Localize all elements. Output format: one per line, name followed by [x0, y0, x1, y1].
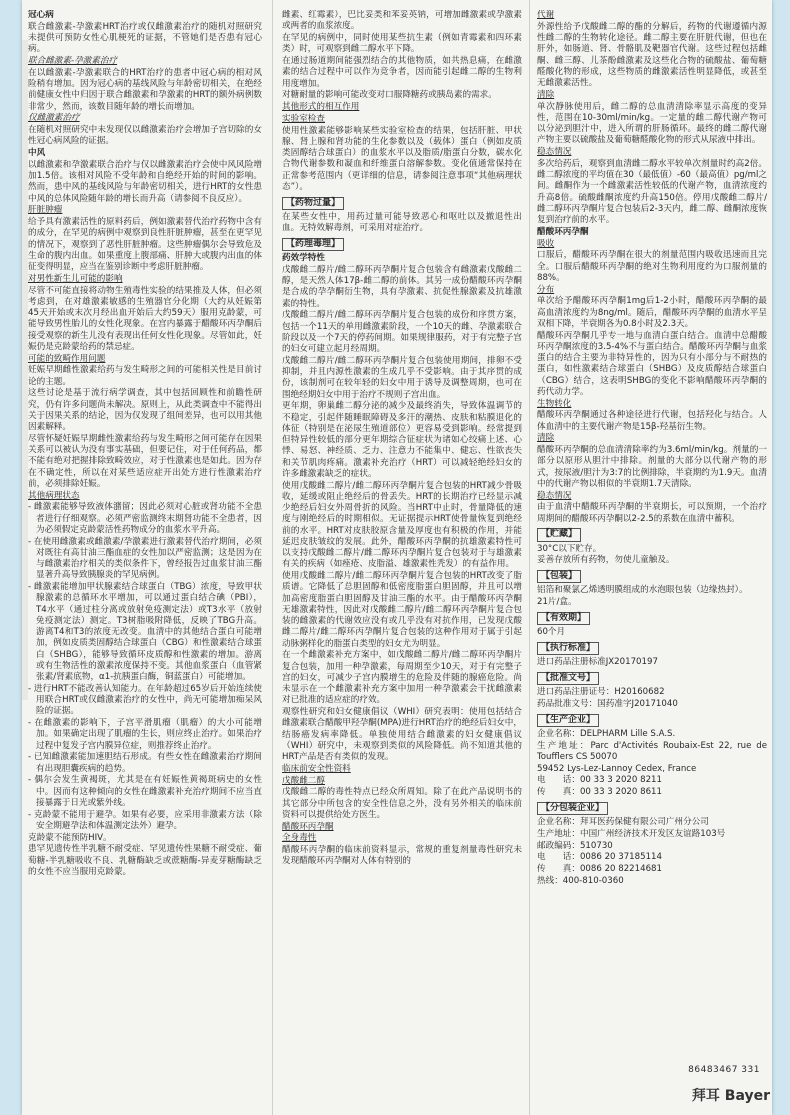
section-title: 【有效期】 [537, 612, 590, 625]
paragraph: 单次静脉使用后，雌二醇的总血清清除率显示高度的变异性，范围在10-30ml/min/kg。一定量的雌二醇代谢产物可以分泌到胆汁中，进入所谓的肝肠循环。最终的雌二醇代谢产物主要以硫酸盐及葡萄糖醛酸化物的形式从尿液中排出。 [537, 101, 767, 146]
list-item: - 雌激素能增加甲状腺素结合球蛋白（TBG）浓度，导致甲状腺激素的总循环水平增加，可以通过蛋白结合碘（PBI），T4水平（通过柱分离或放射免疫测定法）或T3水平（放射免疫测定法）测定。T3树脂吸附降低，反映了TBG升高。游离T4和T3的浓度无改变。血清中的其他结合蛋白可能增加，例如皮质类固醇结合球蛋白（CBG）和性激素结合球蛋白（SHBG），能够导致循环皮质醇和性激素的增加。游离或有生物活性的激素浓度保持不变。其他血浆蛋白（血管紧张素/肾素底物，α1-抗胰蛋白酶，铜蓝蛋白）可能增加。 [28, 582, 262, 682]
subsection-heading: 其他形式的相互作用 [282, 102, 360, 112]
paragraph: 电 话：0086 20 37185114 [537, 852, 662, 863]
subsection-heading: 可能的致畸作用问题 [28, 353, 106, 364]
section-heading: 醋酸环丙孕酮 [537, 226, 589, 237]
subsection-heading: 仅雌激素治疗 [28, 113, 80, 124]
package-insert-sheet [22, 0, 772, 1115]
subsection-heading: 分布 [537, 284, 555, 295]
paragraph: 更年期，卵巢雌二醇分泌的减少及最终消失，导致体温调节的不稳定，引起伴随睡眠障碍及多汗的潮热、皮肤和粘膜退化的体征（特别是在泌尿生殖道部位）更容易受到影响。经常提到但特异性较低的部分更年期综合征症状为诸如心绞痛上述、心悸、易怒、神经质、乏力、注意力不能集中、健忘、性欲丧失和关节肌肉疼痛。激素补充治疗（HRT）可以减轻绝经妇女的许多雌激素缺乏的症状。 [282, 401, 522, 479]
subsection-heading: 吸收 [537, 238, 555, 249]
paragraph: 这些讨论是基于流行病学调查，其中包括回顾性和前瞻性研究，仍有许多问题尚未解决。原则上，从此类调查中不能得出关于因果关系的结论，因为仅发现了组间差异，也可以用其他因素解释。 [28, 388, 262, 432]
section-heading: 药效学特性 [282, 253, 325, 263]
paragraph: 传 真：0086 20 82214681 [537, 864, 662, 874]
column-right [537, 10, 767, 1109]
paragraph: 传 真：00 33 3 2020 8611 [537, 787, 662, 797]
paragraph: 企业名称：拜耳医药保健有限公司广州分公司 [537, 817, 709, 827]
subsection-heading: 实验室检查 [282, 113, 325, 124]
section-title: 【包装】 [537, 570, 581, 583]
subsection-heading: 戊酸雌二醇 [282, 775, 325, 786]
paragraph: 尽管不可能直接将动物生殖毒性实验的结果推及人体，但必须考虑到，在对雄激素敏感的生殖器官分化期（大约从妊娠第45天开始或末次月经出血开始后大约59天）服用克龄蒙，可能导致男性胎儿的女性化现象。在宫内暴露于醋酸环丙孕酮后接受观察的新生儿没有表现出任何女性化现象。尽管如此，妊娠仍是克龄蒙给药的禁忌症。 [28, 285, 262, 352]
paragraph: 使用性激素能够影响某些实验室检查的结果，包括肝脏、甲状腺、肾上腺和肾功能的生化参数以及（载体）蛋白（例如皮质类固醇结合球蛋白）的血浆水平以及脂质/脂蛋白分数，碳水化合物代谢参数和凝血和纤维蛋白溶解参数。变化值通常保持在正常参考范围内（更详细的信息，请参阅注意事项“其他病理状态”）。 [282, 125, 522, 192]
section-heading: 冠心病 [28, 10, 54, 20]
paragraph: 妥善存放所有药物，勿使儿童触及。 [537, 555, 675, 566]
paragraph: 雌素、红霉素），巴比妥类和苯妥英钠，可增加雌激素或孕激素或两者的血浆浓度。 [282, 10, 522, 32]
paragraph: 多次给药后，观察到血清雌二醇水平较单次剂量时约高2倍。雌二醇浓度的平均值在30（最低值）-60（最高值）pg/ml之间。雌酮作为一个雌激素活性较低的代谢产物，血清浓度约升高8倍。硫酸雌酮浓度约升高150倍。停用戊酸雌二醇片/雌二醇环丙孕酮片复合包装后2-3天内，雌二醇、雌酮浓度恢复到治疗前的水平。 [537, 158, 767, 225]
paragraph: 60个月 [537, 627, 566, 637]
section-heading: 中风 [28, 148, 46, 158]
list-item: - 偶尔会发生黄褐斑，尤其是在有妊娠性黄褐斑病史的女性中。因而有这种倾向的女性在雌激素补充治疗期间不应当直接暴露于日光或紫外线。 [28, 775, 262, 808]
paragraph: 由于血清中醋酸环丙孕酮的半衰期长，可以预期，一个治疗周期间的醋酸环丙孕酮以2-2.5的系数在血清中蓄积。 [537, 502, 767, 524]
paragraph: 尽管怀疑妊娠早期雌性激素给药与发生畸形之间可能存在因果关系可以被认为没有事实基础，但要记住，对于任何药品，都不能有绝对把握排除致畸效应，对于性激素也是如此。因为存在不确定性，所以在对某些适应症开出处方进行性激素治疗前，必须排除妊娠。 [28, 433, 262, 489]
paragraph: 观察性研究和妇女健康倡议（WHI）研究表明：使用包括结合雌激素联合醋酸甲羟孕酮(MPA)进行HRT治疗的绝经后妇女中，结肠癌发病率降低。单独使用结合雌激素的妇女健康倡议（WHI）研究中，未观察到类似的风险降低。尚不知道其他的HRT产品是否有类似的发现。 [282, 707, 522, 762]
paragraph: 戊酸雌二醇的毒性特点已经众所周知。除了在此产品说明书的其它部分中所包含的安全性信息之外，没有另外相关的临床前资料可以提供给处方医生。 [282, 787, 522, 820]
subsection-heading: 对男性新生儿可能的影响 [28, 273, 123, 284]
section-title: 【药理毒理】 [282, 238, 344, 251]
column-divider [272, 0, 273, 1115]
print-code: 86483467 331 [688, 1065, 760, 1075]
section-title: 【药物过量】 [282, 197, 344, 210]
paragraph: 妊娠早期雌性激素给药与发生畸形之间的可能相关性是目前讨论的主题。 [28, 365, 262, 387]
section-title: 【执行标准】 [537, 642, 599, 655]
paragraph: 邮政编码：510730 [537, 840, 613, 851]
paragraph: 以雌激素和孕激素联合治疗与仅以雌激素治疗会使中风风险增加1.5倍。该相对风险不受年龄和自绝经开始的时间的影响。然而，患中风的基线风险与年龄密切相关，进行HRT的女性患中风的总体风险随年龄的增长而升高（请参阅不良反应）。 [28, 159, 262, 204]
subsection-heading: 醋酸环丙孕酮 [282, 821, 334, 832]
section-title: 【生产企业】 [537, 714, 599, 727]
paragraph: 联合雌激素-孕激素HRT治疗或仅雌激素治疗的随机对照研究未提供可预防女性心肌梗死的证据，不管她们是否患有冠心病。 [28, 21, 262, 55]
section-title: 【分包装企业】 [537, 802, 608, 815]
subsection-heading: 稳态情况 [537, 147, 572, 157]
paragraph: 醋酸环丙孕酮的临床前资料显示，常规的重复剂量毒性研究未发现醋酸环丙孕酮对人体有特别的 [282, 845, 522, 867]
paragraph: 在以雌激素-孕激素联合的HRT治疗的患者中冠心病的相对风险稍有增加。因为冠心病的基线风险与年龄密切相关，在绝经前健康女性中归因于联合雌激素和孕激素的HRT的额外病例数非常少，然而，该数目随年龄的增长而增加。 [28, 67, 262, 112]
list-item: - 克龄蒙不能用于避孕。如果有必要，应采用非激素方法（除安全期避孕法和体温测定法外）避孕。 [28, 809, 262, 831]
subsection-heading: 代谢 [537, 10, 555, 20]
list-item: - 进行HRT不能改善认知能力。在年龄超过65岁后开始连续使用联合HRT或仅雌激素治疗的女性中，尚无可能增加痴呆风险的证据。 [28, 683, 262, 717]
subsection-heading: 其他病理状态 [28, 490, 80, 501]
subsection-heading: 生物转化 [537, 398, 572, 409]
subsection-heading: 清除 [537, 433, 555, 444]
paragraph: 59452 Lys-Lez-Lannoy Cedex, France [537, 763, 697, 774]
paragraph: 生产地址：中国广州经济技术开发区友谊路103号 [537, 828, 726, 839]
paragraph: 对糖耐量的影响可能改变对口服降糖药或胰岛素的需求。 [282, 90, 497, 101]
paragraph: 给予具有激素活性的原料药后，例如激素替代治疗药物中含有的成分，在罕见的病例中观察到良性肝脏肿瘤，甚至在更罕见的情况下，观察到了恶性肝脏肿瘤。这些肿瘤偶尔会导致危及生命的腹内出血。如果重度上腹部痛、肝肿大或腹内出血的体征变得明显，应当在鉴别诊断中考虑肝脏肿瘤。 [28, 217, 262, 272]
paragraph: 热线：400-810-0360 [537, 875, 624, 886]
subsection-heading: 肝脏肿瘤 [28, 205, 63, 216]
subsection-heading: 稳态情况 [537, 490, 572, 501]
paragraph: 戊酸雌二醇片/雌二醇环丙孕酮片复合包装含有雌激素戊酸雌二醇，是天然人体17β-雌二醇的前体。其另一成份醋酸环丙孕酮是合成的孕孕酮衍生物，具有孕激素、抗促性腺激素及抗雄激素的特性。 [282, 264, 522, 309]
column-divider [529, 0, 530, 1115]
paragraph: 在通过肠道期间能强烈结合的其他物质，如共热息痛，在雌激素的结合过程中可以作为竞争者，因而能引起雌二醇的生物利用度增加。 [282, 56, 522, 89]
paragraph: 醋酸环丙孕酮的总血清清除率约为3.6ml/min/kg。剂量的一部分以原形从胆汁中排除。剂量的大部分以代谢产物的形式，按尿液/胆汁为3:7的比例排除，半衰期约为1.9天。血清中的代谢产物以相似的半衰期1.7天清除。 [537, 445, 767, 489]
paragraph: 醋酸环丙孕酮通过各种途径进行代谢，包括羟化与结合。人体血清中的主要代谢产物是15β-羟基衍生物。 [537, 410, 767, 432]
bayer-logo: 拜耳 Bayer [691, 1088, 770, 1104]
paragraph: 电 话：00 33 3 2020 8211 [537, 775, 662, 786]
paragraph: 30°C以下贮存。 [537, 543, 602, 554]
paragraph: 戊酸雌二醇片/雌二醇环丙孕酮片复合包装使用期间，排卵不受抑制，并且内源性激素的生成几乎不受影响。由于其序贯的成份，该制剂可在较年轻的妇女中用于诱导及调整周期，也可在围绝经期妇女中用于治疗不规则子宫出血。 [282, 355, 522, 400]
column-left [28, 10, 262, 1109]
paragraph: 在罕见的病例中，同时使用某些抗生素（例如青霉素和四环素类）时，可观察到雌二醇水平下降。 [282, 33, 522, 55]
paragraph: 患罕见遗传性半乳糖不耐受症、罕见遗传性果糖不耐受症、葡萄糖-半乳糖吸收不良、乳糖酶缺乏或蔗糖酶-异麦芽糖酶缺乏的女性不应当服用克龄蒙。 [28, 844, 262, 877]
paragraph: 生产地址：Parc d'Activités Roubaix-Est 22, rue de Toufflers CS 50070 [537, 740, 767, 762]
paragraph: 进口药品注册标准JX20170197 [537, 657, 658, 667]
list-item: - 在使用雌激素或雌激素/孕激素进行激素替代治疗期间，必须对既往有高甘油三酯血症的女性加以严密监测；这是因为在与雌激素治疗相关的类似条件下，曾经报告过血浆甘油三酯显著升高导致胰腺炎的罕见病例。 [28, 536, 262, 581]
paragraph: 使用戊酸雌二醇片/雌二醇环丙孕酮片复合包装的HRT减少骨吸收，延缓或阻止绝经后的骨丢失。HRT的长期治疗已经显示减少绝经后妇女外周骨折的风险。当HRT中止时，骨量降低的速度与刚绝经后的时期相似。无证据提示HRT使骨量恢复到绝经前的水平。HRT对皮肤胶原含量及厚度也有积极的作用，并能延迟皮肤皱纹的发展。此外，醋酸环丙孕酮的抗雄激素特性可以支持戊酸雌二醇片/雌二醇环丙孕酮片复合包装对于与雄激素有关的疾病（如痤疮、皮脂溢、雄激素性秃发）的有益作用。 [282, 480, 522, 570]
paragraph: 企业名称：DELPHARM Lille S.A.S. [537, 728, 676, 739]
paragraph: 戊酸雌二醇片/雌二醇环丙孕酮片复合包装的成份和序贯方案，包括一个11天的单用雌激素阶段，一个10天的雌、孕激素联合阶段以及一个7天的停药间期。如果规律服药，对于有完整子宫的妇女可建立起月经周期。 [282, 310, 522, 354]
paragraph: 外源性给予戊酸雌二醇的酯的分解后，药物的代谢遵循内源性雌二醇的生物转化途径。雌二醇主要在肝脏代谢，但也在肝外，如肠道、肾、骨骼肌及靶器官代谢。这些过程包括雌酮、雌三醇、儿茶酚雌激素及这些化合物的硫酸盐、葡萄糖醛酸化物的形成，这些物质的雌激素活性明显降低，或甚至无雌激素活性。 [537, 21, 767, 88]
paragraph: 在某些女性中，用药过量可能导致恶心和呕吐以及撤退性出血。无特效解毒剂，可采用对症治疗。 [282, 211, 522, 233]
list-item: - 雌激素能够导致液体潴留；因此必须对心脏或肾功能不全患者进行仔细观察。必须严密监测终末期肾功能不全患者，因为必须假定克龄蒙活性药物成分的血浆水平升高。 [28, 502, 262, 535]
subsection-heading: 联合雌激素-孕激素治疗 [28, 56, 118, 66]
list-item: - 已知雌激素能加速胆结石形成。有些女性在雌激素治疗期间有出现胆囊疾病的趋势。 [28, 752, 262, 774]
paragraph: 使用戊酸雌二醇片/雌二醇环丙孕酮片复合包装的HRT改变了脂质谱。它降低了总胆固醇和低密度脂蛋白胆固醇，并且可以增加高密度脂蛋白胆固醇及甘油三酯的水平。由于醋酸环丙孕酮无雄激素特性，因此对戊酸雌二醇片/雌二醇环丙孕酮片复合包装的雌激素的代谢效应没有或几乎没有对抗作用，已发现戊酸雌二醇片/雌二醇环丙孕酮片复合包装的这种作用对于属于引起动脉粥样化的脂蛋白类型的妇女尤为明显。 [282, 571, 522, 649]
subsection-heading: 清除 [537, 89, 555, 100]
paragraph: 单次给予醋酸环丙孕酮1mg后1-2小时，醋酸环丙孕酮的最高血清浓度约为8ng/ml。随后，醋酸环丙孕酮的血清水平呈双相下降，半衰期各为0.8小时及2.3天。 [537, 296, 767, 329]
paragraph: 药品批准文号：国药准字J20171040 [537, 698, 678, 709]
subsection-heading: 全身毒性 [282, 833, 317, 844]
section-title: 【贮藏】 [537, 528, 581, 541]
paragraph: 铝箔和聚氯乙烯透明膜组成的水泡眼包装（边缘热封）。 [537, 585, 748, 596]
paragraph: 醋酸环丙孕酮几乎专一地与血清白蛋白结合。血清中总醋酸环丙孕酮浓度的3.5-4%不与蛋白结合。醋酸环丙孕酮与血浆蛋白的结合主要为非特异性的，因为只有小部分与不耐热的蛋白，如性激素结合球蛋白（SHBG）及皮质醇结合球蛋白（CBG）结合，这表明SHBG的变化不影响醋酸环丙孕酮的药代动力学。 [537, 330, 767, 397]
paragraph: 克龄蒙不能预防HIV。 [28, 832, 112, 843]
section-title: 【批准文号】 [537, 672, 599, 685]
paragraph: 进口药品注册证号：H20160682 [537, 687, 665, 697]
list-item: - 在雌激素的影响下，子宫平滑肌瘤（肌瘤）的大小可能增加。如果确定出现了肌瘤的生长，则应终止治疗。如果治疗过程中复发子宫内膜异位症，则推荐终止治疗。 [28, 718, 262, 751]
subsection-heading: 临床前安全性资料 [282, 763, 351, 774]
column-middle [282, 10, 522, 1109]
paragraph: 口服后，醋酸环丙孕酮在很大的剂量范围内吸收迅速而且完全。口服后醋酸环丙孕酮的绝对生物利用度约为口服剂量的88%。 [537, 250, 767, 283]
paragraph: 在随机对照研究中未发现仅以雌激素治疗会增加子宫切除的女性冠心病风险的证据。 [28, 125, 262, 147]
paragraph: 在一个雌激素补充方案中，如戊酸雌二醇片/雌二醇环丙孕酮片复合包装，加用一种孕激素，每周期至少10天，对于有完整子宫的妇女，可减少子宫内膜增生的危险及伴随的腺癌危险。尚未显示在一个雌激素补充方案中加用一种孕激素会干扰雌激素对已批准的适应症的疗效。 [282, 650, 522, 706]
paragraph: 21片/盒。 [537, 597, 577, 607]
